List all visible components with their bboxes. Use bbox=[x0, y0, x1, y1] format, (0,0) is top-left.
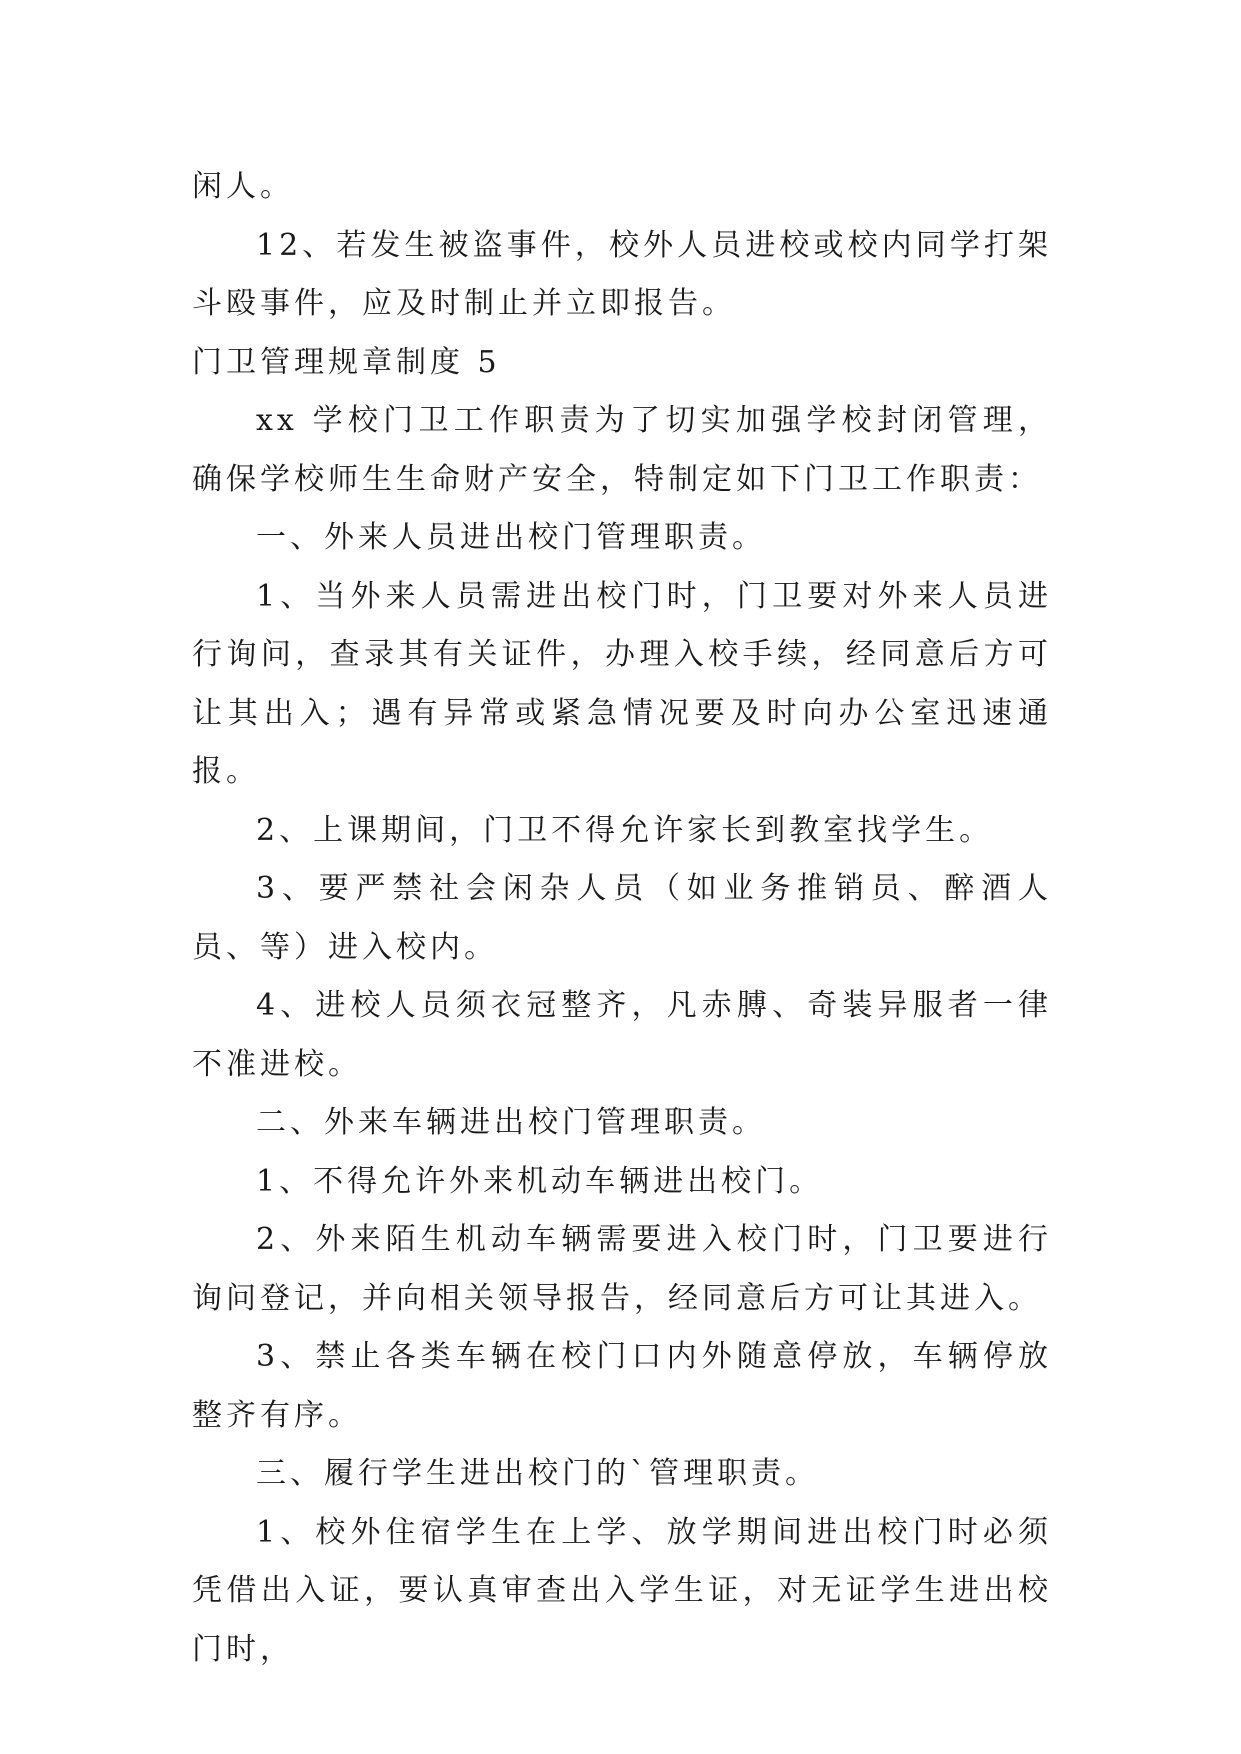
list-item: 2、外来陌生机动车辆需要进入校门时，门卫要进行询问登记，并向相关领导报告，经同意后方可让其进入。 bbox=[192, 1222, 1052, 1316]
list-item: 1、当外来人员需进出校门时，门卫要对外来人员进行询问，查录其有关证件，办理入校手续，经同意后方可让其出入；遇有异常或紧急情况要及时向办公室迅速通报。 bbox=[192, 578, 1052, 789]
section-title: 门卫管理规章制度 5 bbox=[192, 344, 501, 380]
section-heading: 二、外来车辆进出校门管理职责。 bbox=[256, 1105, 766, 1140]
list-item: 3、禁止各类车辆在校门口内外随意停放，车辆停放整齐有序。 bbox=[192, 1339, 1052, 1433]
document-body bbox=[192, 158, 1052, 1679]
list-item: 1、不得允许外来机动车辆进出校门。 bbox=[256, 1163, 824, 1199]
list-item: 3、要严禁社会闲杂人员（如业务推销员、醉酒人员、等）进入校内。 bbox=[192, 871, 1052, 965]
paragraph: 闲人。 bbox=[192, 169, 294, 204]
list-item: 2、上课期间，门卫不得允许家长到教室找学生。 bbox=[256, 812, 994, 848]
section-heading: 三、履行学生进出校门的`管理职责。 bbox=[256, 1456, 819, 1491]
paragraph: 12、若发生被盗事件，校外人员进校或校内同学打架斗殴事件，应及时制止并立即报告。 bbox=[192, 227, 1052, 321]
paragraph: xx 学校门卫工作职责为了切实加强学校封闭管理，确保学校师生生命财产安全，特制定如下门卫工作职责： bbox=[192, 403, 1052, 497]
section-heading: 一、外来人员进出校门管理职责。 bbox=[256, 520, 766, 555]
list-item: 4、进校人员须衣冠整齐，凡赤膊、奇装异服者一律不准进校。 bbox=[192, 988, 1052, 1082]
list-item: 1、校外住宿学生在上学、放学期间进出校门时必须凭借出入证，要认真审查出入学生证，对无证学生进出校门时， bbox=[192, 1514, 1052, 1667]
